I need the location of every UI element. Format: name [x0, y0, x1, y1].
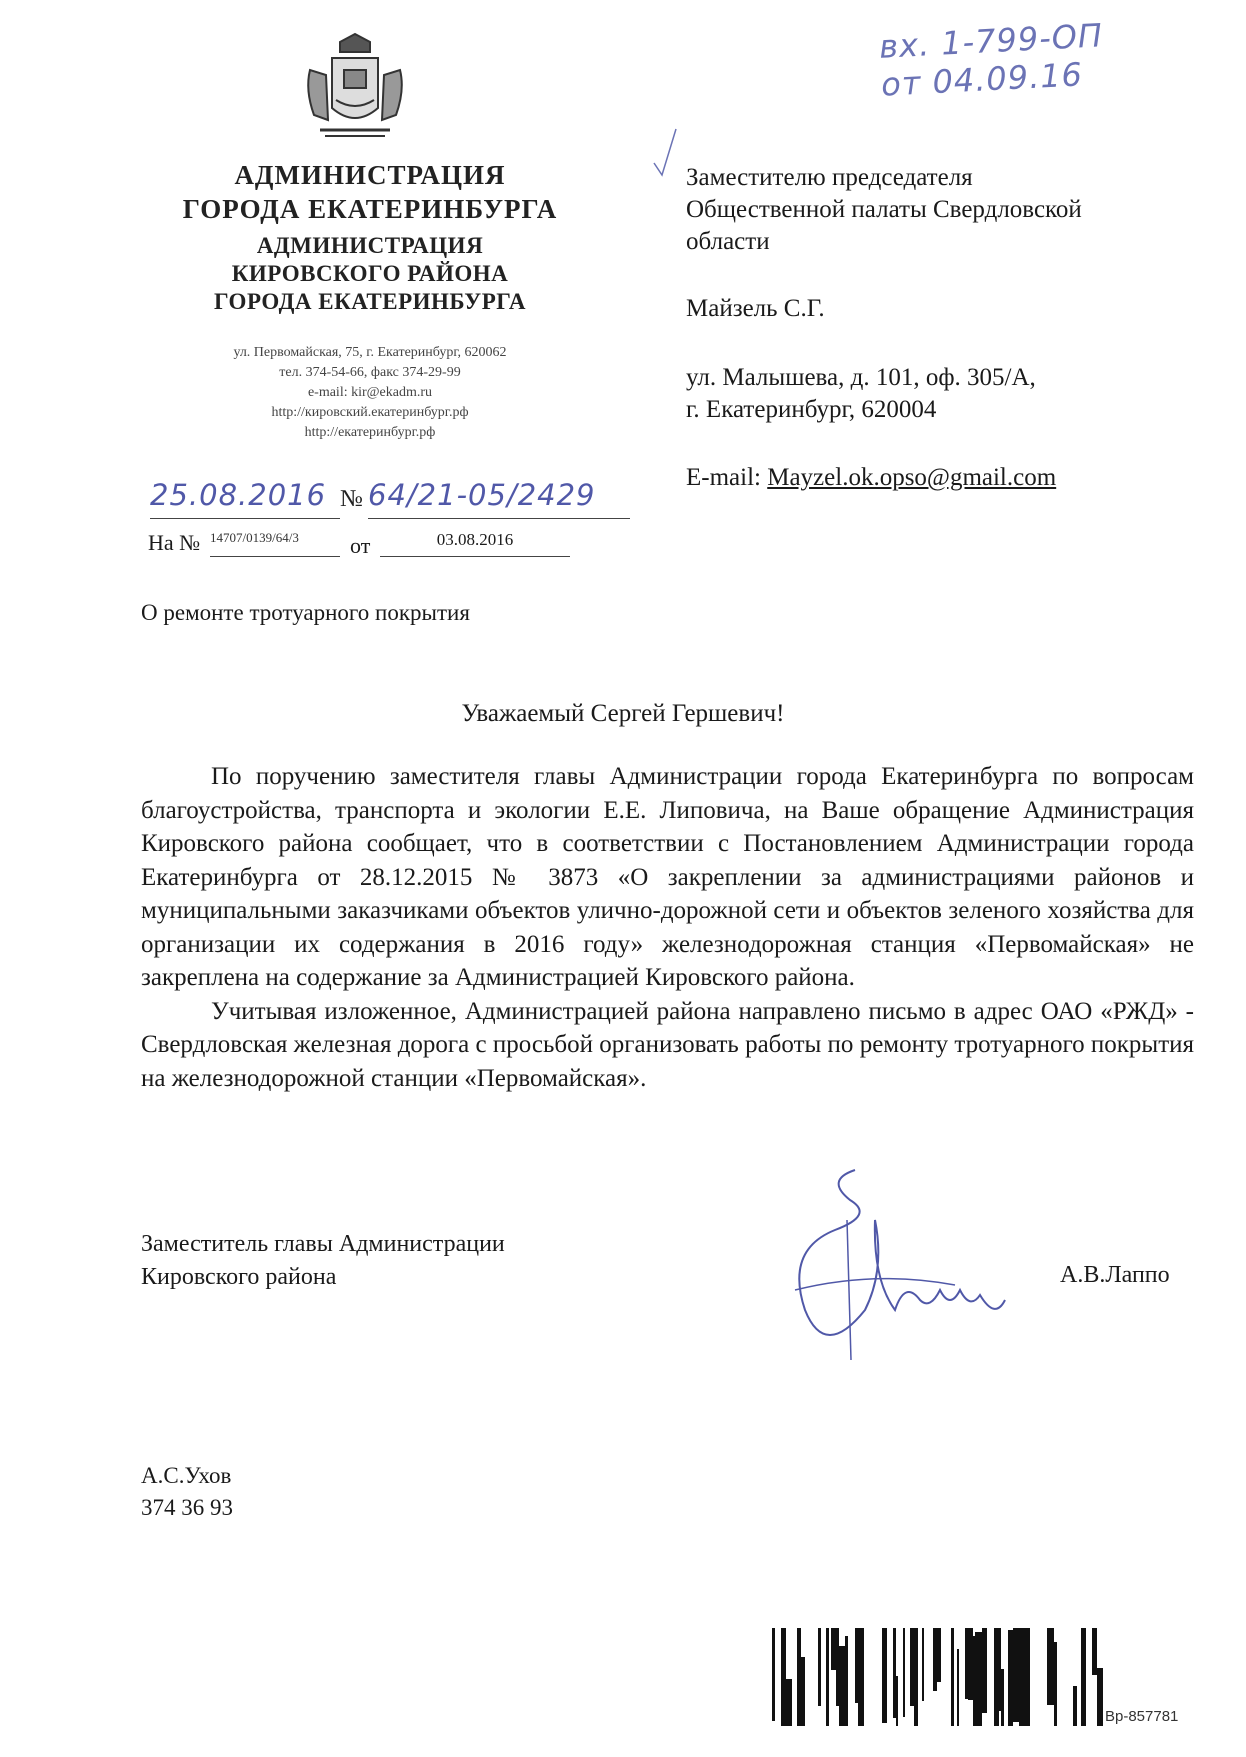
- org-line-5: ГОРОДА ЕКАТЕРИНБУРГА: [214, 289, 526, 314]
- addressee-line-2: Общественной палаты Свердловской: [686, 196, 1082, 223]
- number-label: №: [340, 486, 363, 512]
- outgoing-number: 64/21-05/2429: [368, 478, 596, 512]
- email-label: E-mail:: [686, 464, 761, 491]
- organisation-city-header: [130, 158, 610, 226]
- in-reply-date-label: от: [350, 533, 371, 558]
- incoming-stamp: [878, 12, 1182, 104]
- letter-subject: О ремонте тротуарного покрытия: [141, 600, 470, 625]
- stamp-line-2: от 04.09.16: [880, 55, 1084, 104]
- addressee-address: [686, 362, 1186, 426]
- body-paragraph-2: Учитывая изложенное, Администрацией района направлено письмо в адрес ОАО «РЖД» - Свердловская железная дорога с просьбой организовать работы по ремонту тротуарного покрытия на железнодорожной станции «Первомайская».: [141, 997, 1194, 1092]
- addressee-name: Майзель С.Г.: [686, 295, 825, 322]
- org-phone: тел. 374-54-66, факс 374-29-99: [279, 365, 461, 380]
- organisation-district-header: [130, 232, 610, 316]
- org-site-2: http://екатеринбург.рф: [304, 425, 436, 440]
- organisation-contacts: [140, 343, 600, 443]
- outgoing-date: 25.08.2016: [150, 478, 327, 512]
- addressee-street: ул. Малышева, д. 101, оф. 305/А,: [686, 364, 1036, 391]
- letter-body: [141, 760, 1194, 1095]
- executor-phone: 374 36 93: [141, 1495, 233, 1520]
- number-underline: [368, 518, 630, 519]
- barcode-label: Вр-857781: [1105, 1708, 1179, 1725]
- checkmark-icon: [650, 125, 680, 180]
- org-address: ул. Первомайская, 75, г. Екатеринбург, 620062: [233, 345, 507, 360]
- executor-name: А.С.Ухов: [141, 1463, 232, 1488]
- signatory-title: [141, 1228, 505, 1294]
- org-site-1: http://кировский.екатеринбург.рф: [271, 405, 469, 420]
- addressee-position: [686, 162, 1186, 258]
- body-paragraph-1: По поручению заместителя главы Администрации города Екатеринбурга по вопросам благоустройства, транспорта и экологии Е.Е. Липовича, на Ваше обращение Администрация Кировского района сообщает, что в соответствии с Постановлением Администрации города Екатеринбурга от 28.12.2015 № 3873 «О закреплении за администрациями районов и муниципальными заказчиками объектов улично-дорожной сети и объектов зеленого хозяйства для организации их содержания в 2016 году» железнодорожная станция «Первомайская» не закреплена на содержание за Администрацией Кировского района.: [141, 763, 1194, 991]
- signatory-title-line-1: Заместитель главы Администрации: [141, 1231, 505, 1257]
- handwritten-signature: [755, 1160, 1055, 1370]
- addressee-email-line: [686, 462, 1186, 494]
- addressee-line-3: области: [686, 228, 770, 255]
- in-reply-number: 14707/0139/64/3: [210, 530, 340, 557]
- coat-of-arms-logo: [300, 30, 410, 145]
- org-line-4: КИРОВСКОГО РАЙОНА: [231, 261, 509, 286]
- in-reply-date: 03.08.2016: [380, 530, 570, 557]
- org-line-1: АДМИНИСТРАЦИЯ: [234, 160, 506, 190]
- addressee-email-link[interactable]: Mayzel.ok.opso@gmail.com: [767, 464, 1057, 491]
- org-line-3: АДМИНИСТРАЦИЯ: [256, 233, 484, 258]
- signatory-title-line-2: Кировского района: [141, 1264, 337, 1290]
- org-email: e-mail: kir@ekadm.ru: [307, 385, 433, 400]
- org-line-2: ГОРОДА ЕКАТЕРИНБУРГА: [182, 194, 558, 224]
- executor-info: [141, 1460, 233, 1524]
- stamp-line-1: вх. 1-799-ОП: [878, 16, 1104, 66]
- in-reply-label: На №: [148, 530, 201, 555]
- date-underline: [150, 518, 340, 519]
- greeting: Уважаемый Сергей Гершевич!: [461, 700, 785, 727]
- addressee-city: г. Екатеринбург, 620004: [686, 396, 937, 423]
- document-barcode: [768, 1628, 1103, 1726]
- addressee-line-1: Заместителю председателя: [686, 164, 973, 191]
- signer-name: А.В.Лаппо: [1060, 1262, 1170, 1288]
